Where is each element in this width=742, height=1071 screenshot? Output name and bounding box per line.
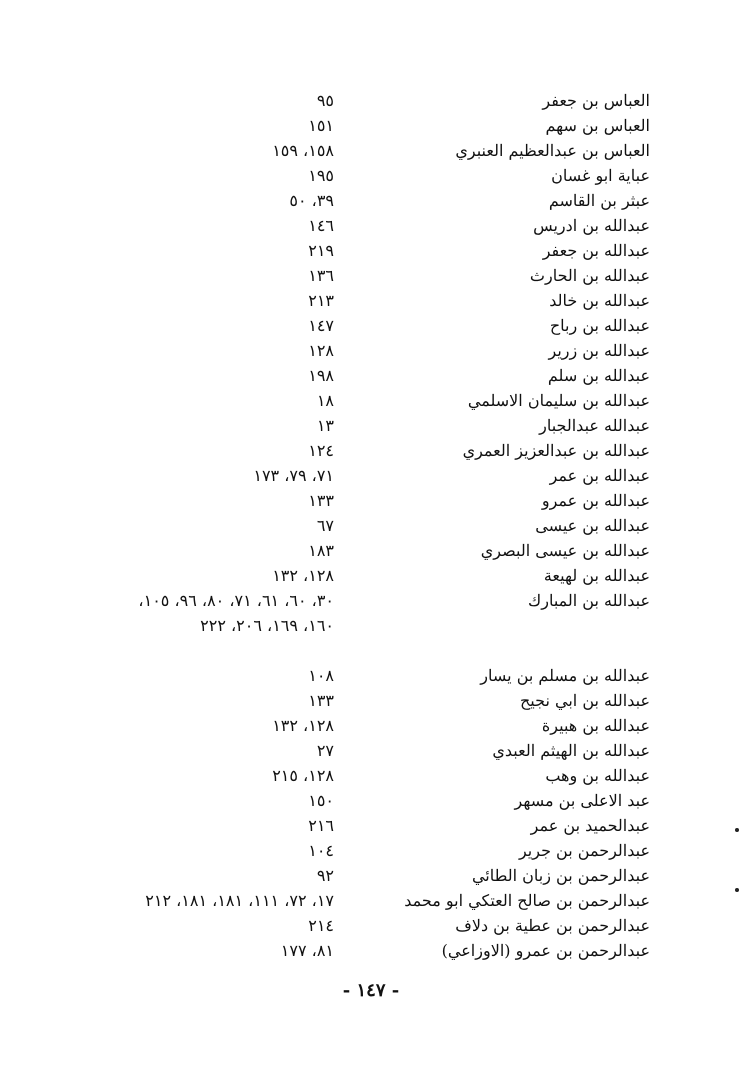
entry-name: عبدالله بن ادريس (533, 216, 650, 235)
entry-pages: ١٥١ (308, 116, 334, 135)
entry-pages: ١٣٣ (308, 691, 334, 710)
entry-name: عبدالرحمن بن عمرو (الاوزاعي) (441, 941, 650, 960)
entry-name: عبدالله بن الحارث (529, 266, 650, 285)
entry-pages: ٢١٤ (308, 916, 334, 935)
entry-pages: ١٢٨، ١٣٢ (272, 716, 334, 735)
entry-name: العباس بن سهم (545, 116, 650, 135)
entry-name: عبدالله بن عمرو (541, 491, 650, 510)
entry-name: عبدالله بن رباح (549, 316, 650, 335)
page-number: - ١٤٧ - (342, 980, 400, 1001)
entry-name: العباس بن جعفر (542, 91, 650, 110)
entry-name: عبدالحميد بن عمر (530, 816, 650, 835)
entry-name: عبدالله بن عيسى (535, 516, 650, 535)
entry-pages: ١٣ (316, 416, 334, 435)
entry-pages: ٨١، ١٧٧ (280, 941, 334, 960)
entry-pages: ١٦٠، ١٦٩، ٢٠٦، ٢٢٢ (200, 616, 334, 635)
entry-pages: ١٨ (316, 391, 334, 410)
entry-pages: ١٢٨، ٢١٥ (272, 766, 334, 785)
entry-pages: ١٢٨ (308, 341, 334, 360)
entry-name: عبدالرحمن بن صالح العتكي ابو محمد (404, 891, 650, 910)
entry-pages: ١٣٣ (308, 491, 334, 510)
entry-pages: ٢١٩ (308, 241, 334, 260)
entry-pages: ١٠٤ (308, 841, 334, 860)
entry-pages: ١٥٠ (308, 791, 334, 810)
entry-name: عبدالله عبدالجبار (539, 416, 650, 435)
entry-name: عبد الاعلى بن مسهر (514, 791, 650, 810)
edge-dot-mark (735, 888, 739, 892)
entry-name: عبدالله بن جعفر (542, 241, 650, 260)
entry-name: عبدالله بن ابي نجيح (519, 691, 650, 710)
entry-name: العباس بن عبدالعظيم العنبري (455, 141, 650, 160)
entry-pages: ٢١٦ (308, 816, 334, 835)
entry-pages: ٣٠، ٦٠، ٦١، ٧١، ٨٠، ٩٦، ١٠٥، (138, 591, 334, 610)
entry-name: عبدالله بن وهب (545, 766, 650, 785)
entry-name: عبثر بن القاسم (548, 191, 650, 210)
entry-pages: ١٢٤ (308, 441, 334, 460)
entry-pages: ١٩٨ (308, 366, 334, 385)
entry-name: عبدالله بن المبارك (528, 591, 650, 610)
entry-name: عبدالرحمن بن زبان الطائي (471, 866, 650, 885)
entry-pages: ١٢٨، ١٣٢ (272, 566, 334, 585)
entry-pages: ١٩٥ (308, 166, 334, 185)
entry-pages: ٩٢ (316, 866, 334, 885)
entry-name: عبدالله بن عبدالعزيز العمري (462, 441, 650, 460)
entry-name: عبدالرحمن بن جرير (518, 841, 650, 860)
entry-pages: ١٤٧ (308, 316, 334, 335)
entry-pages: ١٤٦ (308, 216, 334, 235)
entry-name: عبدالله بن الهيثم العبدي (492, 741, 650, 760)
entry-pages: ٧١، ٧٩، ١٧٣ (253, 466, 334, 485)
entry-name: عبدالله بن سليمان الاسلمي (467, 391, 650, 410)
entry-name: عبدالله بن هبيرة (541, 716, 650, 735)
entry-pages: ٢٧ (316, 741, 334, 760)
entry-name: عبدالله بن مسلم بن يسار (480, 666, 650, 685)
entry-name: عبدالله بن لهيعة (543, 566, 650, 585)
entry-pages: ١٣٦ (308, 266, 334, 285)
entry-name: عباية ابو غسان (551, 166, 650, 185)
entry-name: عبدالله بن سلم (547, 366, 650, 385)
entry-pages: ١٠٨ (308, 666, 334, 685)
entry-pages: ٩٥ (316, 91, 334, 110)
entry-pages: ١٥٨، ١٥٩ (272, 141, 334, 160)
entry-name: عبدالرحمن بن عطية بن دلاف (455, 916, 650, 935)
entry-pages: ٦٧ (316, 516, 334, 535)
entry-pages: ١٨٣ (308, 541, 334, 560)
entry-pages: ٣٩، ٥٠ (289, 191, 334, 210)
entry-name: عبدالله بن خالد (549, 291, 650, 310)
entry-pages: ١٧، ٧٢، ١١١، ١٨١، ١٨١، ٢١٢ (145, 891, 334, 910)
entry-name: عبدالله بن زرير (548, 341, 650, 360)
edge-dot-mark (735, 828, 739, 832)
entry-pages: ٢١٣ (308, 291, 334, 310)
entry-name: عبدالله بن عيسى البصري (480, 541, 650, 560)
entry-name: عبدالله بن عمر (549, 466, 650, 485)
